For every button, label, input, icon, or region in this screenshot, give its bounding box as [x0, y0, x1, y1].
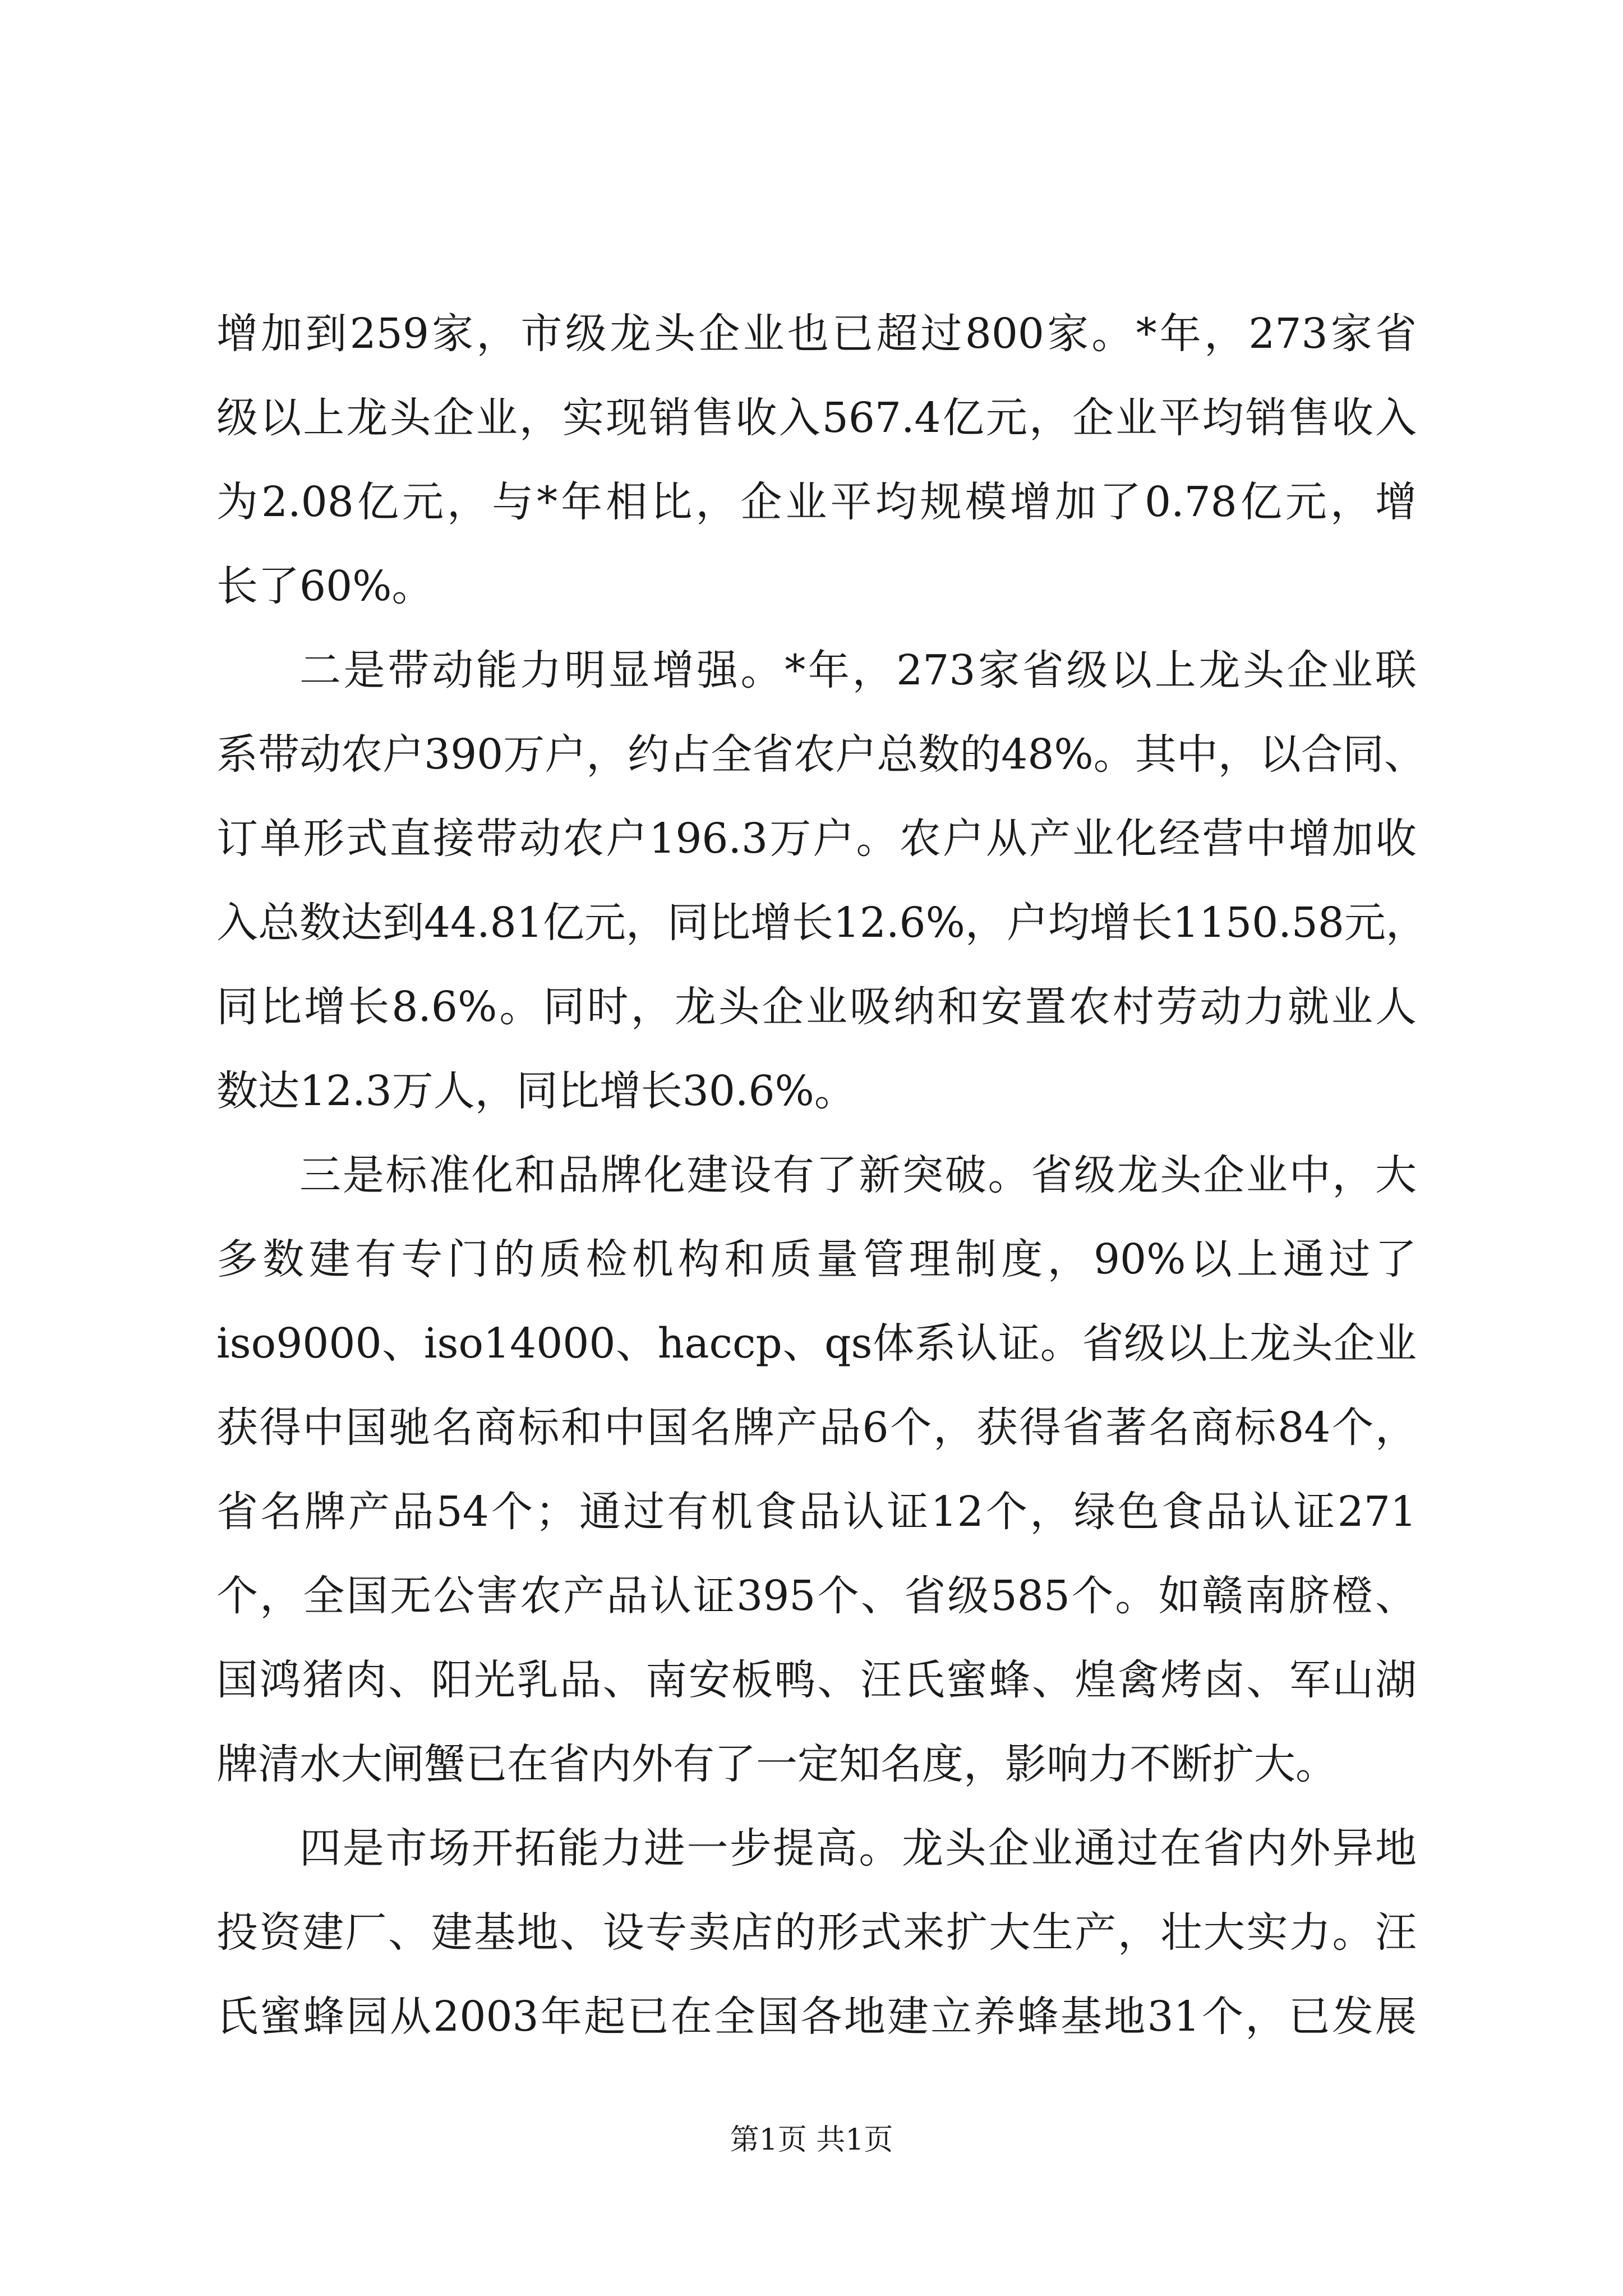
text-line: 系带动农户390万户，约占全省农户总数的48%。其中，以合同、 — [216, 730, 1426, 779]
text-line: 增加到259家，市级龙头企业也已超过800家。*年，273家省 — [216, 310, 1417, 358]
paragraph-4 — [216, 1806, 1417, 2059]
text-line: 级以上龙头企业，实现销售收入567.4亿元，企业平均销售收入 — [216, 394, 1417, 442]
text-line: iso9000、iso14000、haccp、qs体系认证。省级以上龙头企业 — [216, 1319, 1417, 1368]
text-line: 投资建厂、建基地、设专卖店的形式来扩大生产，壮大实力。汪 — [216, 1908, 1417, 1957]
text-line: 同比增长8.6%。同时，龙头企业吸纳和安置农村劳动力就业人 — [216, 983, 1417, 1031]
text-line: 四是市场开拓能力进一步提高。龙头企业通过在省内外异地 — [299, 1824, 1417, 1872]
text-line: 长了60%。 — [216, 562, 434, 610]
page-number-label: 第1页 共1页 — [730, 2123, 893, 2157]
text-line: 数达12.3万人，同比增长30.6%。 — [216, 1067, 856, 1115]
text-line: 省名牌产品54个；通过有机食品认证12个，绿色食品认证271 — [216, 1488, 1417, 1536]
text-line: 多数建有专门的质检机构和质量管理制度，90%以上通过了 — [216, 1235, 1417, 1283]
document-body — [216, 292, 1427, 2059]
text-line: 订单形式直接带动农户196.3万户。农户从产业化经营中增加收 — [216, 815, 1417, 863]
text-line: 为2.08亿元，与*年相比，企业平均规模增加了0.78亿元，增 — [216, 478, 1417, 526]
text-line: 牌清水大闸蟹已在省内外有了一定知名度，影响力不断扩大。 — [216, 1740, 1337, 1788]
paragraph-3 — [216, 1133, 1417, 1806]
page-footer — [0, 2120, 1623, 2160]
paragraph-2 — [216, 628, 1427, 1133]
text-line: 国鸿猪肉、阳光乳品、南安板鸭、汪氏蜜蜂、煌禽烤卤、军山湖 — [216, 1656, 1417, 1704]
text-line: 氏蜜蜂园从2003年起已在全国各地建立养蜂基地31个，已发展 — [216, 1993, 1417, 2041]
text-line: 个，全国无公害农产品认证395个、省级585个。如赣南脐橙、 — [216, 1572, 1417, 1620]
paragraph-1 — [216, 292, 1417, 628]
text-line: 二是带动能力明显增强。*年，273家省级以上龙头企业联 — [299, 646, 1417, 694]
text-line: 获得中国驰名商标和中国名牌产品6个，获得省著名商标84个， — [216, 1404, 1417, 1452]
text-line: 三是标准化和品牌化建设有了新突破。省级龙头企业中，大 — [299, 1151, 1417, 1199]
text-line: 入总数达到44.81亿元，同比增长12.6%，户均增长1150.58元， — [216, 899, 1427, 947]
